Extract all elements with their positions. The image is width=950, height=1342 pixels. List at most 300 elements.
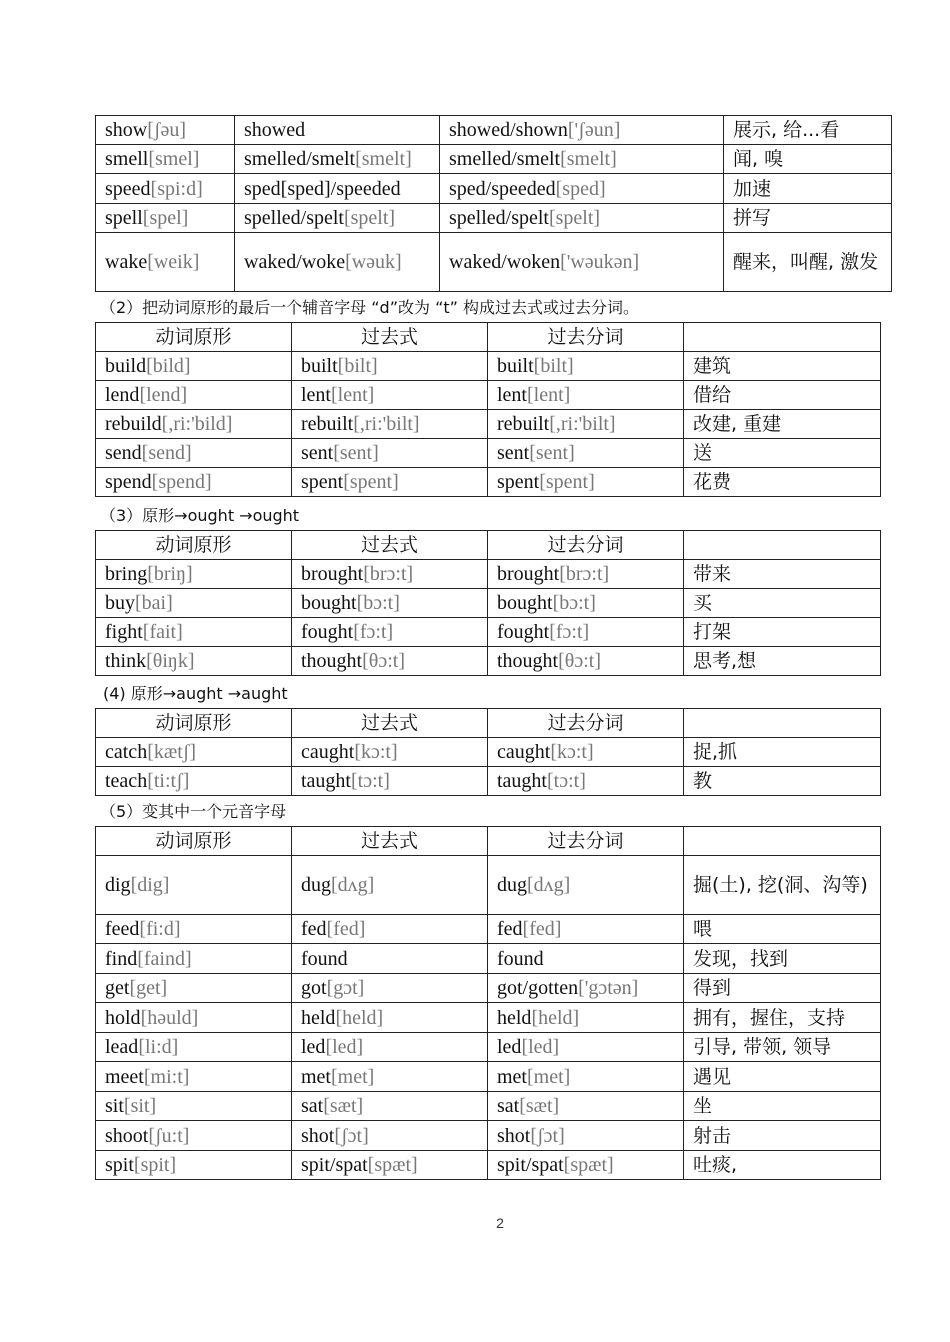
past-tense-cell xyxy=(292,1003,488,1033)
past-tense-cell-word: bought xyxy=(301,592,357,614)
base-form-cell-word: buy xyxy=(105,592,135,614)
table-row xyxy=(96,738,881,767)
table-row xyxy=(96,352,881,381)
past-participle-cell-phonetic: [lent] xyxy=(527,384,571,406)
base-form-cell-word: spit xyxy=(105,1154,134,1176)
base-form-cell-word: bring xyxy=(105,563,148,585)
past-tense-cell xyxy=(292,738,488,767)
past-participle-cell xyxy=(488,410,684,439)
past-tense-cell xyxy=(292,915,488,944)
past-participle-cell xyxy=(488,618,684,647)
column-header: 动词原形 xyxy=(96,531,292,560)
section-3-note: （3）原形→ought →ought xyxy=(100,506,300,525)
past-participle-cell-word: built xyxy=(497,355,534,377)
meaning-cell: 拼写 xyxy=(724,204,892,233)
past-tense-cell-phonetic: [ʃɔt] xyxy=(334,1124,369,1147)
past-tense-cell-phonetic: [smelt] xyxy=(355,148,412,170)
past-tense-cell-phonetic: [kɔ:t] xyxy=(354,741,398,763)
past-participle-cell xyxy=(488,1121,684,1151)
base-form-cell-phonetic: [spend] xyxy=(151,471,212,493)
base-form-cell-phonetic: [ʃu:t] xyxy=(148,1124,190,1147)
base-form-cell-word: feed xyxy=(105,918,140,940)
past-participle-cell-phonetic: [θɔ:t] xyxy=(558,650,602,672)
past-participle-cell-word: led xyxy=(497,1036,522,1058)
past-participle-cell-phonetic: [dʌg] xyxy=(527,874,571,896)
past-participle-cell-word: spit/spat xyxy=(497,1154,564,1176)
table-row xyxy=(96,944,881,974)
past-participle-cell-word: taught xyxy=(497,770,547,792)
base-form-cell-phonetic: [spit] xyxy=(133,1154,177,1176)
past-participle-cell-word: sat xyxy=(497,1095,520,1117)
verb-table-4 xyxy=(95,708,881,796)
base-form-cell-word: catch xyxy=(105,741,148,763)
meaning-cell: 教 xyxy=(684,767,881,796)
past-tense-cell-phonetic: [wəuk] xyxy=(345,251,402,273)
base-form-cell-word: shoot xyxy=(105,1124,149,1147)
past-participle-cell xyxy=(440,116,724,145)
past-tense-cell xyxy=(292,618,488,647)
past-participle-cell-word: sent xyxy=(497,442,530,464)
past-participle-cell-phonetic: [brɔ:t] xyxy=(559,563,610,585)
base-form-cell-phonetic: [spi:d] xyxy=(150,177,203,200)
past-participle-cell-phonetic: [kɔ:t] xyxy=(550,741,594,763)
column-header xyxy=(684,531,881,560)
past-tense-cell xyxy=(292,944,488,974)
base-form-cell xyxy=(96,974,292,1003)
past-tense-cell-word: fed xyxy=(301,918,327,940)
base-form-cell-word: teach xyxy=(105,770,148,792)
base-form-cell-word: meet xyxy=(105,1065,144,1088)
base-form-cell xyxy=(96,647,292,676)
past-participle-cell-phonetic: ['wəukən] xyxy=(560,251,640,273)
base-form-cell xyxy=(96,1062,292,1092)
column-header: 过去分词 xyxy=(488,827,684,856)
meaning-cell: 引导, 带领, 领导 xyxy=(684,1033,881,1062)
column-header: 过去式 xyxy=(292,827,488,856)
past-participle-cell-phonetic: [sæt] xyxy=(519,1095,560,1117)
past-tense-cell xyxy=(292,352,488,381)
table-row xyxy=(96,1092,881,1121)
past-participle-cell-word: caught xyxy=(497,741,551,763)
base-form-cell-phonetic: [send] xyxy=(141,442,192,464)
past-tense-cell xyxy=(292,856,488,915)
base-form-cell-word: get xyxy=(105,977,130,999)
past-participle-cell-word: met xyxy=(497,1065,527,1088)
base-form-cell-word: build xyxy=(105,355,147,377)
past-participle-cell xyxy=(488,1033,684,1062)
past-tense-cell-word: taught xyxy=(301,770,351,792)
header-row xyxy=(96,323,881,352)
past-tense-cell-phonetic: [bilt] xyxy=(337,355,378,377)
past-participle-cell-phonetic: [bilt] xyxy=(533,355,574,377)
base-form-cell xyxy=(96,145,235,174)
base-form-cell xyxy=(96,944,292,974)
past-participle-cell-phonetic: [ʃɔt] xyxy=(530,1124,565,1147)
column-header: 动词原形 xyxy=(96,323,292,352)
meaning-cell: 闻, 嗅 xyxy=(724,145,892,174)
past-participle-cell xyxy=(440,145,724,174)
base-form-cell-phonetic: [sit] xyxy=(123,1095,157,1117)
base-form-cell-word: spell xyxy=(105,207,143,229)
base-form-cell-phonetic: [kætʃ] xyxy=(147,741,197,763)
page-number: 2 xyxy=(496,1215,504,1231)
past-participle-cell-word: found xyxy=(497,947,544,970)
base-form-cell-phonetic: [briŋ] xyxy=(147,563,193,585)
past-participle-cell-word: thought xyxy=(497,650,559,672)
past-tense-cell-phonetic: [tɔ:t] xyxy=(351,770,390,792)
table-row xyxy=(96,174,892,204)
past-participle-cell-phonetic: [bɔ:t] xyxy=(552,592,596,614)
base-form-cell xyxy=(96,738,292,767)
past-participle-cell-word: held xyxy=(497,1006,532,1029)
base-form-cell-phonetic: [θiŋk] xyxy=(146,650,195,672)
past-participle-cell-phonetic: [led] xyxy=(521,1036,560,1058)
verb-table-2 xyxy=(95,322,881,497)
meaning-cell: 捉,抓 xyxy=(684,738,881,767)
past-tense-cell xyxy=(292,1033,488,1062)
base-form-cell-word: find xyxy=(105,947,138,970)
past-tense-cell-word: shot xyxy=(301,1124,335,1147)
past-participle-cell xyxy=(488,647,684,676)
meaning-cell: 坐 xyxy=(684,1092,881,1121)
meaning-cell: 加速 xyxy=(724,174,892,204)
meaning-cell: 掘(土), 挖(洞、沟等) xyxy=(684,856,881,915)
table-row xyxy=(96,767,881,796)
past-participle-cell xyxy=(488,767,684,796)
past-tense-cell-phonetic: [fɔ:t] xyxy=(353,621,394,643)
past-participle-cell xyxy=(488,974,684,1003)
base-form-cell-phonetic: [smel] xyxy=(148,148,200,170)
base-form-cell-word: lend xyxy=(105,384,140,406)
past-tense-cell xyxy=(292,647,488,676)
meaning-cell: 改建, 重建 xyxy=(684,410,881,439)
past-tense-cell-phonetic: [dʌg] xyxy=(331,874,375,896)
base-form-cell-word: send xyxy=(105,442,142,464)
table-row xyxy=(96,116,892,145)
past-tense-cell-word: led xyxy=(301,1036,326,1058)
past-participle-cell xyxy=(440,174,724,204)
base-form-cell-word: speed xyxy=(105,177,151,200)
past-participle-cell-phonetic: [spæt] xyxy=(563,1154,614,1176)
past-participle-cell xyxy=(488,1151,684,1180)
column-header: 动词原形 xyxy=(96,827,292,856)
past-participle-cell-word: brought xyxy=(497,563,560,585)
table-row xyxy=(96,974,881,1003)
past-tense-cell-word: rebuilt xyxy=(301,413,354,435)
table-row xyxy=(96,410,881,439)
past-participle-cell-phonetic: [smelt] xyxy=(560,148,617,170)
past-participle-cell xyxy=(488,1062,684,1092)
column-header: 过去分词 xyxy=(488,323,684,352)
past-tense-cell xyxy=(235,204,440,233)
past-tense-cell-word: met xyxy=(301,1065,331,1088)
past-tense-cell-word: sent xyxy=(301,442,334,464)
table-row xyxy=(96,856,881,915)
meaning-cell: 拥有，握住，支持 xyxy=(684,1003,881,1033)
meaning-cell: 喂 xyxy=(684,915,881,944)
past-tense-cell-word: caught xyxy=(301,741,355,763)
base-form-cell-phonetic: [li:d] xyxy=(138,1036,179,1058)
past-tense-cell xyxy=(235,116,440,145)
meaning-cell: 打架 xyxy=(684,618,881,647)
meaning-cell: 醒来，叫醒, 激发 xyxy=(724,233,892,292)
base-form-cell xyxy=(96,767,292,796)
past-tense-cell-phonetic: [spelt] xyxy=(343,207,396,229)
base-form-cell xyxy=(96,1121,292,1151)
past-tense-cell-phonetic: [sæt] xyxy=(323,1095,364,1117)
base-form-cell-word: rebuild xyxy=(105,413,162,435)
base-form-cell-phonetic: [bai] xyxy=(135,592,173,614)
past-tense-cell-phonetic: [spæt] xyxy=(367,1154,418,1176)
base-form-cell-phonetic: [,ri:'bild] xyxy=(161,413,233,435)
past-tense-cell-phonetic: [led] xyxy=(325,1036,364,1058)
base-form-cell-phonetic: [spel] xyxy=(142,207,189,229)
past-participle-cell xyxy=(488,352,684,381)
past-participle-cell-word: shot xyxy=(497,1124,531,1147)
past-participle-cell-phonetic: [spelt] xyxy=(548,207,601,229)
verb-table-5 xyxy=(95,826,881,1180)
base-form-cell-phonetic: [fi:d] xyxy=(139,918,181,940)
past-participle-cell-word: fed xyxy=(497,918,523,940)
past-tense-cell xyxy=(292,381,488,410)
column-header xyxy=(684,827,881,856)
base-form-cell-word: hold xyxy=(105,1006,141,1029)
past-participle-cell xyxy=(488,1092,684,1121)
meaning-cell: 遇见 xyxy=(684,1062,881,1092)
past-participle-cell xyxy=(488,589,684,618)
past-participle-cell-phonetic: [,ri:'bilt] xyxy=(549,413,616,435)
table-row xyxy=(96,647,881,676)
past-participle-cell-word: rebuilt xyxy=(497,413,550,435)
past-tense-cell xyxy=(235,145,440,174)
base-form-cell xyxy=(96,439,292,468)
base-form-cell-word: spend xyxy=(105,471,152,493)
table-row xyxy=(96,915,881,944)
past-tense-cell-phonetic: [lent] xyxy=(331,384,375,406)
base-form-cell-word: show xyxy=(105,119,148,141)
meaning-cell: 送 xyxy=(684,439,881,468)
base-form-cell-phonetic: [ti:tʃ] xyxy=(147,770,190,792)
past-participle-cell xyxy=(488,468,684,497)
base-form-cell xyxy=(96,856,292,915)
past-tense-cell-word: spent xyxy=(301,471,344,493)
base-form-cell xyxy=(96,560,292,589)
past-participle-cell xyxy=(488,560,684,589)
table-row xyxy=(96,439,881,468)
section-2-note: （2）把动词原形的最后一个辅音字母 “d”改为 “t” 构成过去式或过去分词。 xyxy=(100,298,640,317)
past-tense-cell-word: smelled/smelt xyxy=(244,148,356,170)
meaning-cell: 买 xyxy=(684,589,881,618)
base-form-cell xyxy=(96,915,292,944)
past-tense-cell xyxy=(292,1092,488,1121)
meaning-cell: 借给 xyxy=(684,381,881,410)
base-form-cell xyxy=(96,1092,292,1121)
past-participle-cell xyxy=(440,204,724,233)
past-tense-cell-phonetic: [bɔ:t] xyxy=(356,592,400,614)
past-tense-cell xyxy=(292,767,488,796)
table-row xyxy=(96,1121,881,1151)
meaning-cell: 发现，找到 xyxy=(684,944,881,974)
table-row xyxy=(96,233,892,292)
base-form-cell-phonetic: [faind] xyxy=(137,947,192,970)
column-header: 过去分词 xyxy=(488,531,684,560)
base-form-cell xyxy=(96,589,292,618)
base-form-cell-word: dig xyxy=(105,874,131,896)
meaning-cell: 花费 xyxy=(684,468,881,497)
past-participle-cell-word: spent xyxy=(497,471,540,493)
meaning-cell: 得到 xyxy=(684,974,881,1003)
past-participle-cell xyxy=(440,233,724,292)
past-tense-cell-word: sped[sped]/speeded xyxy=(244,177,401,200)
base-form-cell xyxy=(96,174,235,204)
base-form-cell xyxy=(96,204,235,233)
past-tense-cell xyxy=(292,468,488,497)
past-participle-cell-phonetic: [met] xyxy=(527,1065,571,1088)
past-tense-cell-word: dug xyxy=(301,874,331,896)
past-participle-cell xyxy=(488,738,684,767)
meaning-cell: 带来 xyxy=(684,560,881,589)
base-form-cell-word: think xyxy=(105,650,147,672)
base-form-cell xyxy=(96,410,292,439)
past-participle-cell-word: bought xyxy=(497,592,553,614)
past-tense-cell-word: waked/woke xyxy=(244,251,346,273)
past-tense-cell-word: fought xyxy=(301,621,354,643)
table-row xyxy=(96,145,892,174)
section-5-note: （5）变其中一个元音字母 xyxy=(100,802,287,821)
table-row xyxy=(96,1062,881,1092)
table-row xyxy=(96,381,881,410)
column-header: 过去式 xyxy=(292,531,488,560)
base-form-cell-phonetic: [həuld] xyxy=(140,1006,199,1029)
past-tense-cell-word: held xyxy=(301,1006,336,1029)
table-row xyxy=(96,204,892,233)
table-row xyxy=(96,468,881,497)
base-form-cell xyxy=(96,1003,292,1033)
base-form-cell xyxy=(96,352,292,381)
past-tense-cell xyxy=(292,1062,488,1092)
base-form-cell xyxy=(96,618,292,647)
base-form-cell-phonetic: [fait] xyxy=(142,621,183,643)
table-row xyxy=(96,618,881,647)
table-row xyxy=(96,560,881,589)
base-form-cell-word: lead xyxy=(105,1036,139,1058)
past-tense-cell xyxy=(235,174,440,204)
past-participle-cell-phonetic: [tɔ:t] xyxy=(547,770,586,792)
base-form-cell-word: fight xyxy=(105,621,143,643)
column-header: 过去分词 xyxy=(488,709,684,738)
base-form-cell-phonetic: [mi:t] xyxy=(143,1065,190,1088)
past-tense-cell xyxy=(235,233,440,292)
past-participle-cell-word: dug xyxy=(497,874,527,896)
base-form-cell xyxy=(96,381,292,410)
past-tense-cell xyxy=(292,974,488,1003)
past-participle-cell-word: got/gotten xyxy=(497,977,579,999)
past-tense-cell-phonetic: [sent] xyxy=(333,442,379,464)
past-participle-cell xyxy=(488,439,684,468)
meaning-cell: 建筑 xyxy=(684,352,881,381)
past-participle-cell xyxy=(488,1003,684,1033)
past-participle-cell-phonetic: [sent] xyxy=(529,442,575,464)
verb-table-3 xyxy=(95,530,881,676)
column-header xyxy=(684,323,881,352)
past-tense-cell-phonetic: [fed] xyxy=(326,918,366,940)
past-participle-cell-word: sped/speeded xyxy=(449,177,556,200)
meaning-cell: 展示, 给...看 xyxy=(724,116,892,145)
past-participle-cell-word: fought xyxy=(497,621,550,643)
past-tense-cell-phonetic: [θɔ:t] xyxy=(362,650,406,672)
past-tense-cell xyxy=(292,1121,488,1151)
past-tense-cell-word: brought xyxy=(301,563,364,585)
verb-table-1 xyxy=(95,115,892,292)
past-tense-cell-phonetic: [met] xyxy=(331,1065,375,1088)
past-tense-cell-word: got xyxy=(301,977,327,999)
past-tense-cell-word: lent xyxy=(301,384,331,406)
base-form-cell xyxy=(96,1033,292,1062)
past-participle-cell xyxy=(488,944,684,974)
past-tense-cell-word: sat xyxy=(301,1095,324,1117)
meaning-cell: 吐痰, xyxy=(684,1151,881,1180)
column-header: 动词原形 xyxy=(96,709,292,738)
past-tense-cell-word: thought xyxy=(301,650,363,672)
past-participle-cell xyxy=(488,856,684,915)
meaning-cell: 射击 xyxy=(684,1121,881,1151)
past-tense-cell xyxy=(292,1151,488,1180)
past-participle-cell-phonetic: [fed] xyxy=(522,918,562,940)
past-tense-cell-word: showed xyxy=(244,119,306,141)
past-participle-cell-phonetic: [sped] xyxy=(555,177,606,200)
column-header xyxy=(684,709,881,738)
past-tense-cell-phonetic: [gɔt] xyxy=(326,977,365,999)
base-form-cell-word: sit xyxy=(105,1095,124,1117)
past-tense-cell-phonetic: [,ri:'bilt] xyxy=(353,413,420,435)
base-form-cell-word: wake xyxy=(105,251,148,273)
header-row xyxy=(96,827,881,856)
base-form-cell xyxy=(96,468,292,497)
past-participle-cell-phonetic: ['ʃəun] xyxy=(567,119,621,141)
base-form-cell-phonetic: [weik] xyxy=(147,251,200,273)
base-form-cell xyxy=(96,116,235,145)
past-tense-cell-word: spit/spat xyxy=(301,1154,368,1176)
past-participle-cell-phonetic: [spent] xyxy=(539,471,595,493)
past-participle-cell-word: spelled/spelt xyxy=(449,207,549,229)
past-tense-cell-phonetic: [held] xyxy=(335,1006,384,1029)
base-form-cell-phonetic: [lend] xyxy=(139,384,188,406)
past-participle-cell-word: waked/woken xyxy=(449,251,561,273)
table-row xyxy=(96,1003,881,1033)
past-participle-cell-phonetic: [held] xyxy=(531,1006,580,1029)
table-row xyxy=(96,589,881,618)
past-participle-cell xyxy=(488,381,684,410)
base-form-cell xyxy=(96,1151,292,1180)
base-form-cell-phonetic: [ʃəu] xyxy=(147,119,187,141)
base-form-cell xyxy=(96,233,235,292)
past-tense-cell xyxy=(292,439,488,468)
past-tense-cell xyxy=(292,589,488,618)
base-form-cell-phonetic: [get] xyxy=(129,977,168,999)
past-tense-cell-phonetic: [spent] xyxy=(343,471,399,493)
meaning-cell: 思考,想 xyxy=(684,647,881,676)
header-row xyxy=(96,709,881,738)
column-header: 过去式 xyxy=(292,709,488,738)
table-row xyxy=(96,1151,881,1180)
past-tense-cell-word: built xyxy=(301,355,338,377)
past-participle-cell-word: lent xyxy=(497,384,527,406)
past-participle-cell-phonetic: ['gɔtən] xyxy=(578,977,639,999)
past-participle-cell-word: smelled/smelt xyxy=(449,148,561,170)
past-participle-cell-word: showed/shown xyxy=(449,119,568,141)
past-tense-cell xyxy=(292,410,488,439)
past-participle-cell-phonetic: [fɔ:t] xyxy=(549,621,590,643)
